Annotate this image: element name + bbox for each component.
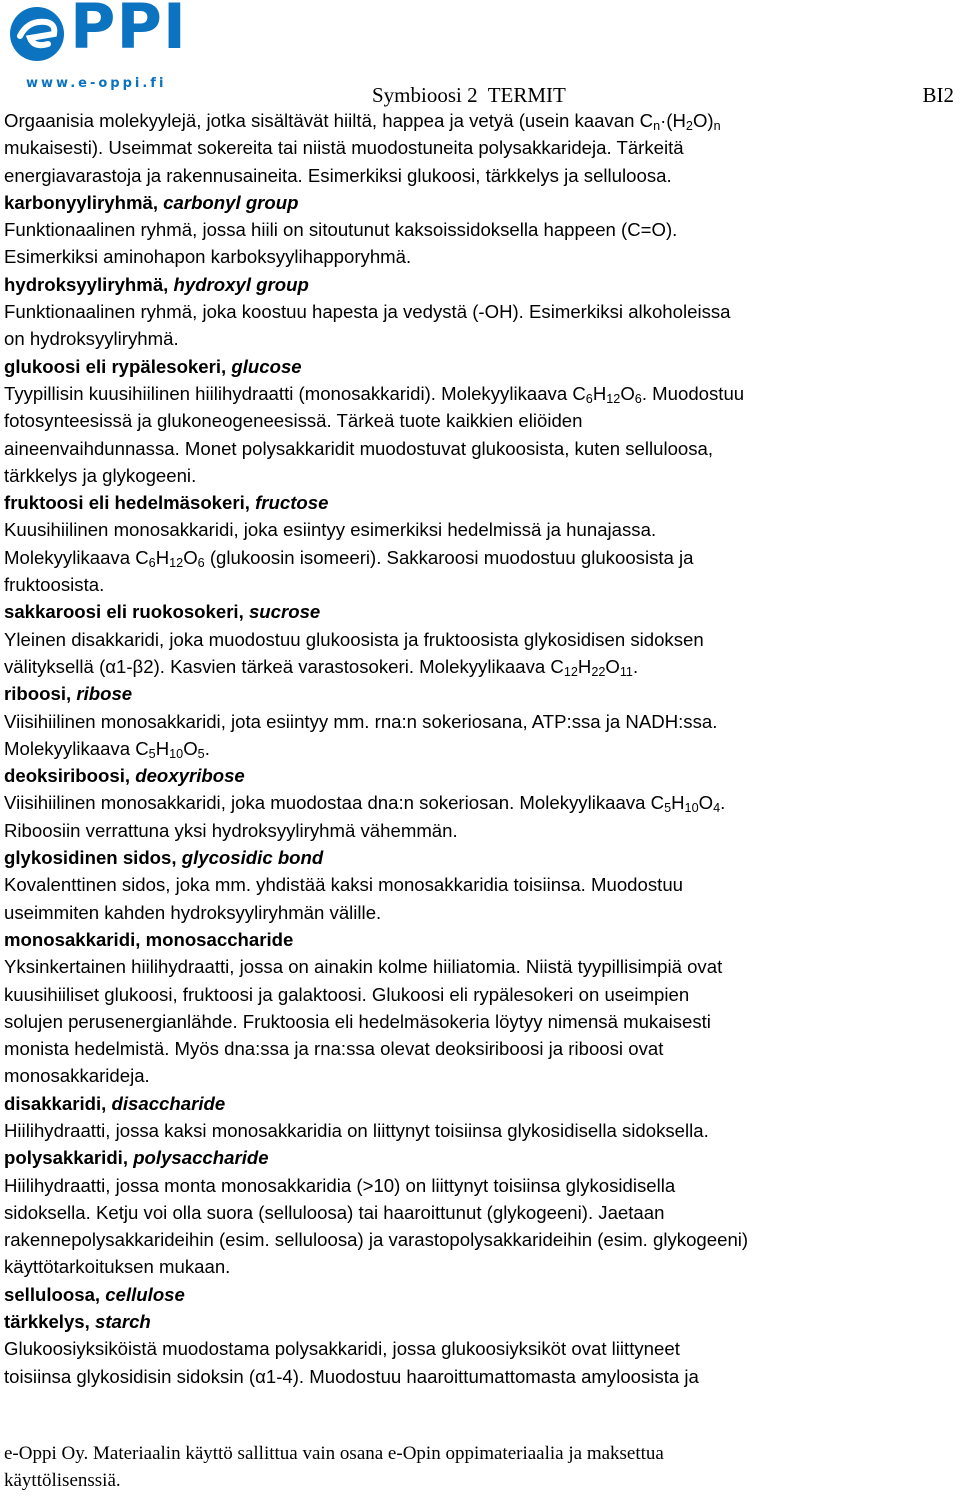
definition-line: fruktoosista. [4, 574, 105, 596]
definition-line: on hydroksyyliryhmä. [4, 328, 179, 350]
footer-notice [4, 1440, 954, 1494]
definition-line: Esimerkiksi aminohapon karboksyylihapporyhmä. [4, 246, 412, 268]
document-title: Symbioosi 2 TERMIT [372, 83, 566, 107]
definition-line: Yleinen disakkaridi, joka muodostuu glukoosista ja fruktoosista glykosidisen sidoksen [4, 628, 704, 650]
e-logo-icon [8, 6, 66, 62]
intro-line: Orgaanisia molekyylejä, jotka sisältävät hiiltä, happea ja vetyä (usein kaavan $C_n\cdot(H_2O)_n$ [4, 110, 721, 133]
footer-line: e-Oppi Oy. Materiaalin käyttö sallittua vain osana e-Opin oppimateriaalia ja maksettua [4, 1443, 664, 1464]
term-heading: karbonyyliryhmä, carbonyl group [4, 191, 299, 213]
e-oppi-logo[interactable] [8, 0, 208, 98]
term-heading: deoksiriboosi, deoxyribose [4, 765, 245, 787]
definition-line: kuusihiiliset glukoosi, fruktoosi ja galaktoosi. Glukoosi eli rypälesokeri on useimpien [4, 983, 690, 1005]
definition-line: Funktionaalinen ryhmä, jossa hiili on sitoutunut kaksoissidoksella happeen (C=O). [4, 219, 678, 241]
intro-line: mukaisesti). Useimmat sokereita tai niistä muodostuneita polysakkarideja. Tärkeitä [4, 137, 684, 159]
definition-line: käyttötarkoituksen mukaan. [4, 1256, 231, 1278]
term-heading: riboosi, ribose [4, 683, 133, 705]
definition-line: Funktionaalinen ryhmä, joka koostuu hapesta ja vedystä (-OH). Esimerkiksi alkoholeissa [4, 301, 731, 323]
definition-line: rakennepolysakkarideihin (esim. selluloosa) ja varastopolysakkarideihin (esim. glykogeeni) [4, 1229, 749, 1251]
definition-line: aineenvaihdunnassa. Monet polysakkaridit muodostuvat glukoosista, kuten selluloosa, [4, 437, 714, 459]
term-heading: monosakkaridi, monosaccharide [4, 928, 294, 950]
definition-line: monosakkarideja. [4, 1065, 150, 1087]
definition-line: Yksinkertainen hiilihydraatti, jossa on ainakin kolme hiiliatomia. Niistä tyypillisimpiä ovat [4, 956, 723, 978]
definition-line: Hiilihydraatti, jossa monta monosakkaridia (>10) on liittynyt toisiinsa glykosidisella [4, 1174, 676, 1196]
definition-line: Molekyylikaava $C_6H_{12}O_6$ (glukoosin isomeeri). Sakkaroosi muodostuu glukoosista ja [4, 546, 694, 570]
footer-line: käyttölisenssiä. [4, 1470, 121, 1491]
definition-line: tärkkelys ja glykogeeni. [4, 464, 197, 486]
definition-line: useimmiten kahden hydroksyyliryhmän välille. [4, 901, 382, 923]
definition-line: Viisihiilinen monosakkaridi, jota esiintyy mm. rna:n sokeriosana, ATP:ssa ja NADH:ssa. [4, 710, 718, 732]
definition-line: monista hedelmistä. Myös dna:ssa ja rna:ssa olevat deoksiriboosi ja riboosi ovat [4, 1038, 664, 1060]
definition-line: fotosynteesissä ja glukoneogeneesissä. Tärkeä tuote kaikkien eliöiden [4, 410, 583, 432]
logo-url[interactable]: www.e-oppi.fi [26, 76, 167, 91]
term-heading: sakkaroosi eli ruokosokeri, sucrose [4, 601, 321, 623]
logo-wordmark: PPI [70, 0, 187, 63]
term-heading: glukoosi eli rypälesokeri, glucose [4, 355, 302, 377]
intro-line: energiavarastoja ja rakennusaineita. Esimerkiksi glukoosi, tärkkelys ja selluloosa. [4, 164, 672, 186]
definition-line: solujen perusenergianlähde. Fruktoosia eli hedelmäsokeria löytyy nimensä mukaisesti [4, 1010, 711, 1032]
document-code: BI2 [922, 83, 954, 107]
definition-line: sidoksella. Ketju voi olla suora (selluloosa) tai haaroittunut (glykogeeni). Jaetaan [4, 1201, 665, 1223]
definition-line: Glukoosiyksiköistä muodostama polysakkaridi, jossa glukoosiyksiköt ovat liittyneet [4, 1338, 680, 1360]
term-heading: selluloosa, cellulose [4, 1283, 185, 1305]
terms-content [4, 107, 958, 1390]
term-heading: tärkkelys, starch [4, 1311, 151, 1333]
definition-line: Riboosiin verrattuna yksi hydroksyyliryhmä vähemmän. [4, 819, 458, 841]
definition-line: Kovalenttinen sidos, joka mm. yhdistää kaksi monosakkaridia toisiinsa. Muodostuu [4, 874, 684, 896]
definition-line: Tyypillisin kuusihiilinen hiilihydraatti (monosakkaridi). Molekyylikaava $C_6H_{12}O_6$. Muodostuu [4, 382, 745, 406]
definition-line: Molekyylikaava $C_5H_{10}O_5$. [4, 737, 210, 761]
term-heading: polysakkaridi, polysaccharide [4, 1147, 269, 1169]
definition-line: toisiinsa glykosidisin sidoksin (α1-4). Muodostuu haaroittumattomasta amyloosista ja [4, 1365, 699, 1387]
definition-line: Kuusihiilinen monosakkaridi, joka esiintyy esimerkiksi hedelmissä ja hunajassa. [4, 519, 657, 541]
term-heading: disakkaridi, disaccharide [4, 1092, 226, 1114]
term-heading: fruktoosi eli hedelmäsokeri, fructose [4, 492, 329, 514]
definition-line: Viisihiilinen monosakkaridi, joka muodostaa dna:n sokeriosan. Molekyylikaava $C_5H_{10}O_4$. [4, 792, 726, 816]
term-heading: hydroksyyliryhmä, hydroxyl group [4, 273, 309, 295]
definition-line: välityksellä (α1-β2). Kasvien tärkeä varastosokeri. Molekyylikaava $C_{12}H_{22}O_{11}$. [4, 655, 639, 679]
term-heading: glykosidinen sidos, glycosidic bond [4, 847, 324, 869]
definition-line: Hiilihydraatti, jossa kaksi monosakkaridia on liittynyt toisiinsa glykosidisella sidoksella. [4, 1119, 709, 1141]
